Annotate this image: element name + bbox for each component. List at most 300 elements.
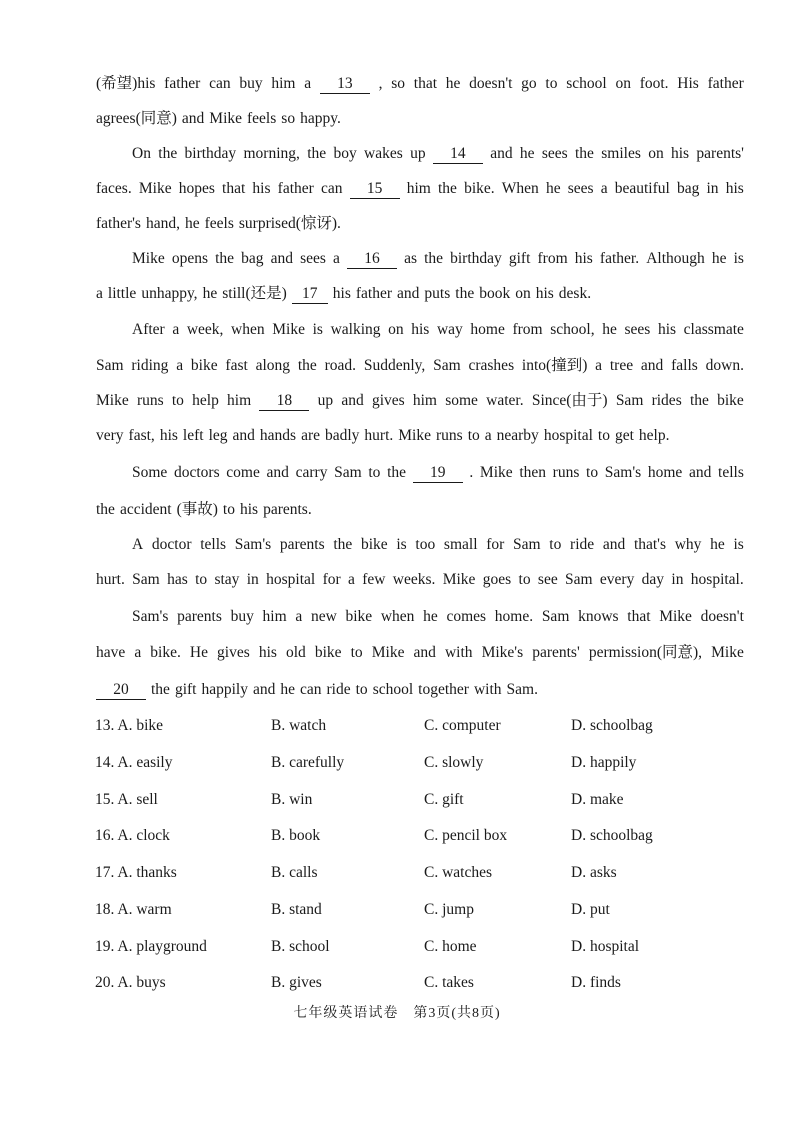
passage-word: On [132, 145, 151, 162]
passage-word: Sam [334, 464, 362, 481]
passage-word: new [310, 608, 337, 625]
passage-word: nearby [496, 427, 539, 444]
passage-word: a [600, 180, 608, 197]
passage-word: is [396, 536, 407, 553]
passage-word: Mike [272, 321, 305, 338]
passage-word: to [586, 464, 599, 481]
question-option-c[interactable]: C. watches [424, 864, 493, 881]
passage-word: him [227, 392, 252, 409]
passage-word: Mike [398, 427, 431, 444]
passage-word: is [733, 536, 744, 553]
question-option-a[interactable]: 14. A. easily [95, 754, 173, 771]
passage-word: bike. [150, 644, 181, 661]
question-option-c[interactable]: C. takes [424, 974, 474, 991]
passage-line [96, 426, 744, 446]
passage-word: parents' [696, 145, 744, 162]
passage-word: can [320, 180, 343, 197]
passage-word: as [404, 250, 417, 267]
passage-word: father [164, 75, 201, 92]
passage-word: his [535, 285, 554, 302]
passage-word: up [317, 392, 334, 409]
passage-word: falls [671, 357, 698, 374]
passage-word: he [519, 145, 535, 162]
passage-word: Mike [209, 110, 243, 127]
passage-word: a [172, 321, 180, 338]
passage-word: to [171, 392, 184, 409]
question-option-a[interactable]: 17. A. thanks [95, 864, 177, 881]
passage-word: so [391, 75, 406, 92]
passage-word: hurt. [96, 571, 125, 588]
question-option-a[interactable]: 16. A. clock [95, 827, 170, 844]
passage-word: Mike [659, 608, 692, 625]
passage-word: along [255, 357, 291, 374]
passage-word: foot. [639, 75, 669, 92]
passage-word: morning, [243, 145, 300, 162]
passage-word: parents. [263, 501, 312, 518]
question-option-c[interactable]: C. home [424, 938, 477, 955]
passage-word: leg [208, 427, 228, 444]
passage-line [96, 570, 744, 590]
passage-word: his [252, 180, 271, 197]
passage-word: Sam [541, 608, 570, 625]
passage-word: hopes [178, 180, 215, 197]
passage-word: and [181, 110, 205, 127]
question-option-a[interactable]: 15. A. sell [95, 791, 158, 808]
passage-line [132, 535, 744, 555]
passage-word: After [132, 321, 165, 338]
passage-word: and [490, 145, 513, 162]
passage-word: he [711, 250, 727, 267]
passage-word: His [677, 75, 699, 92]
passage-word: gift [174, 681, 197, 698]
question-option-d[interactable]: D. schoolbag [571, 717, 653, 734]
passage-word: Sam [96, 357, 124, 374]
question-option-b[interactable]: B. school [271, 938, 330, 955]
passage-word: doctors [173, 464, 220, 481]
passage-word: bag [676, 180, 700, 197]
passage-word: too [415, 536, 436, 553]
passage-word: Sam's [234, 536, 272, 553]
question-option-b[interactable]: B. calls [271, 864, 318, 881]
passage-word: the [455, 285, 475, 302]
passage-word: the [424, 250, 444, 267]
passage-word: get [614, 427, 634, 444]
passage-word: on [515, 285, 531, 302]
question-option-b[interactable]: B. carefully [271, 754, 345, 771]
passage-word: he [710, 536, 725, 553]
answer-blank[interactable]: 19 [413, 464, 463, 483]
passage-word: that [413, 75, 438, 92]
passage-word: Mike [711, 644, 744, 661]
passage-word: doesn't [469, 75, 513, 92]
passage-word: bike [190, 357, 218, 374]
passage-word: when [380, 608, 415, 625]
passage-word: He [189, 644, 208, 661]
passage-word: feels [247, 110, 277, 127]
passage-word: and [252, 681, 276, 698]
passage-word: Sam's [132, 608, 169, 625]
passage-word: opens [171, 250, 208, 267]
passage-word: and [232, 427, 255, 444]
passage-word: fast, [128, 427, 155, 444]
answer-blank[interactable]: 18 [259, 392, 309, 411]
passage-word: goes [482, 571, 512, 588]
passage-word: badly [324, 427, 360, 444]
passage-word: bike [314, 644, 342, 661]
passage-word: father [355, 285, 393, 302]
passage-word: to [355, 681, 368, 698]
passage-word: his [725, 180, 744, 197]
passage-word: why [674, 536, 702, 553]
passage-word: on [615, 75, 631, 92]
passage-word: crashes [468, 357, 515, 374]
passage-word: (希望)his [96, 75, 156, 92]
passage-word: parents [279, 536, 325, 553]
passage-line [96, 109, 744, 129]
passage-word: father [707, 75, 744, 92]
passage-word: carry [295, 464, 328, 481]
passage-word: come [226, 464, 260, 481]
passage-word: to [350, 644, 363, 661]
passage-word: that [627, 608, 651, 625]
passage-word: father [277, 180, 314, 197]
page-footer: 七年级英语试卷 第3页(共8页) [293, 1006, 501, 1021]
passage-word: to [222, 501, 235, 518]
passage-word: Mike [138, 180, 172, 197]
passage-word: bike. [464, 180, 495, 197]
passage-word: Sam's [604, 464, 642, 481]
passage-word: home [647, 464, 683, 481]
passage-word: the [387, 464, 407, 481]
passage-word: that's [633, 536, 667, 553]
passage-word: walking [330, 321, 381, 338]
passage-word: together [418, 681, 469, 698]
passage-word: fast [225, 357, 248, 374]
question-option-c[interactable]: C. pencil box [424, 827, 508, 844]
passage-word: a [484, 427, 492, 444]
answer-blank[interactable]: 20 [96, 681, 146, 700]
passage-word: bike [345, 608, 373, 625]
passage-word: some [445, 392, 478, 409]
passage-word: is [733, 250, 744, 267]
question-option-d[interactable]: D. asks [571, 864, 617, 881]
passage-word: for [486, 536, 505, 553]
passage-word: is [312, 321, 323, 338]
passage-word: and [688, 464, 712, 481]
passage-word: his [332, 285, 351, 302]
passage-word: school [566, 75, 607, 92]
passage-word: small [443, 536, 478, 553]
question-option-a[interactable]: 20. A. buys [95, 974, 166, 991]
passage-word: him [412, 392, 437, 409]
passage-word: he [545, 180, 561, 197]
passage-word: Mike's [481, 644, 524, 661]
question-option-c[interactable]: C. gift [424, 791, 464, 808]
passage-word: birthday [450, 250, 502, 267]
question-option-d[interactable]: D. finds [571, 974, 621, 991]
passage-word: the [438, 180, 457, 197]
passage-word: few [362, 571, 386, 588]
passage-word: the [151, 681, 170, 698]
passage-line [96, 179, 744, 199]
passage-line [96, 680, 744, 700]
passage-word: bike [360, 536, 388, 553]
passage-word: the [96, 501, 115, 518]
passage-word: a [134, 644, 142, 661]
passage-word: from [537, 250, 568, 267]
passage-word: Although [646, 250, 705, 267]
passage-word: hospital [266, 571, 316, 588]
passage-word: feels [204, 215, 234, 232]
passage-word: to [549, 536, 562, 553]
passage-word: to [518, 571, 531, 588]
passage-word: his [239, 501, 259, 518]
passage-word: and [266, 464, 289, 481]
passage-word: then [519, 464, 546, 481]
passage-word: a [176, 357, 184, 374]
passage-word: his [258, 644, 277, 661]
passage-word: doesn't [700, 608, 744, 625]
passage-word: go [521, 75, 537, 92]
passage-word: day [641, 571, 665, 588]
passage-word: the [297, 357, 317, 374]
passage-line [132, 144, 744, 164]
passage-word: the [215, 250, 235, 267]
passage-word: that [222, 180, 246, 197]
passage-word: sees [567, 180, 594, 197]
passage-word: a [333, 250, 340, 267]
passage-word: in [706, 180, 719, 197]
question-option-a[interactable]: 19. A. playground [95, 938, 207, 955]
passage-word: runs [552, 464, 580, 481]
passage-word: on [388, 321, 404, 338]
passage-word: him [406, 180, 431, 197]
passage-word: for [322, 571, 341, 588]
passage-word: a [347, 571, 355, 588]
passage-word: Suddenly, [363, 357, 426, 374]
passage-word: has [167, 571, 188, 588]
passage-word: he [602, 321, 617, 338]
passage-word: gives [217, 644, 250, 661]
passage-word: book [479, 285, 511, 302]
passage-word: and [397, 285, 420, 302]
passage-word: , [378, 75, 383, 92]
passage-word: desk. [558, 285, 592, 302]
passage-word: hands [259, 427, 297, 444]
passage-word: sees [624, 321, 651, 338]
question-option-d[interactable]: D. make [571, 791, 624, 808]
passage-word: Mike [96, 392, 129, 409]
passage-word: birthday [184, 145, 237, 162]
passage-word: happy. [300, 110, 341, 127]
passage-word: weeks. [392, 571, 436, 588]
passage-word: Sam [132, 571, 160, 588]
passage-word: to [195, 571, 208, 588]
passage-word: still(还是) [222, 285, 287, 302]
passage-word: tree [609, 357, 634, 374]
passage-line [96, 643, 744, 663]
passage-word: and [270, 250, 293, 267]
passage-word: doctor [151, 536, 192, 553]
passage-word: road. [324, 357, 357, 374]
passage-word: gift [508, 250, 531, 267]
passage-word: Mike [132, 250, 165, 267]
passage-word: his [671, 145, 690, 162]
passage-word: he [184, 215, 200, 232]
passage-word: and [413, 644, 436, 661]
answer-blank[interactable]: 17 [292, 285, 328, 304]
question-option-a[interactable]: 18. A. warm [95, 901, 172, 918]
passage-word: in [671, 571, 684, 588]
passage-word: surprised(惊讶). [238, 215, 341, 232]
question-option-b[interactable]: B. book [271, 827, 321, 844]
passage-word: have [96, 644, 126, 661]
passage-word: tells [718, 464, 744, 481]
question-option-d[interactable]: D. put [571, 901, 610, 918]
passage-word: with [473, 681, 502, 698]
passage-word: comes [446, 608, 487, 625]
question-option-d[interactable]: D. schoolbag [571, 827, 653, 844]
passage-word: ride [570, 536, 595, 553]
question-option-d[interactable]: D. hospital [571, 938, 640, 955]
passage-word: his [159, 427, 178, 444]
passage-word: left [182, 427, 204, 444]
passage-word: he [202, 285, 218, 302]
passage-word: Mike [479, 464, 513, 481]
passage-word: his [411, 321, 430, 338]
passage-word: accident [119, 501, 172, 518]
answer-blank[interactable]: 14 [433, 145, 483, 164]
passage-word: Since(由于) [531, 392, 608, 409]
passage-word: When [501, 180, 539, 197]
passage-word: tells [200, 536, 227, 553]
passage-word: runs [136, 392, 164, 409]
passage-word: Sam [565, 571, 593, 588]
passage-word: home. [494, 608, 534, 625]
question-option-b[interactable]: B. stand [271, 901, 322, 918]
passage-word: Mike [442, 571, 476, 588]
passage-line [96, 391, 744, 411]
question-option-c[interactable]: C. slowly [424, 754, 484, 771]
passage-word: a [595, 357, 603, 374]
passage-line [132, 463, 744, 483]
passage-line [132, 320, 744, 340]
passage-word: Sam [615, 392, 644, 409]
passage-word: Sam. [506, 681, 538, 698]
passage-word: Sam [433, 357, 461, 374]
passage-word: buy [230, 608, 254, 625]
passage-word: the [333, 536, 353, 553]
passage-word: unhappy, [141, 285, 198, 302]
passage-word: a [295, 608, 303, 625]
passage-line [96, 356, 744, 376]
passage-word: him [262, 608, 287, 625]
question-option-c[interactable]: C. jump [424, 901, 474, 918]
passage-word: Mike [371, 644, 405, 661]
passage-word: help. [638, 427, 670, 444]
passage-word: to [368, 464, 381, 481]
passage-word: (事故) [176, 501, 218, 518]
passage-word: puts [424, 285, 451, 302]
passage-word: parents' [532, 644, 580, 661]
passage-word: help [192, 392, 219, 409]
question-option-b[interactable]: B. win [271, 791, 313, 808]
passage-word: buy [239, 75, 263, 92]
passage-word: happily [201, 681, 248, 698]
passage-word: so [281, 110, 296, 127]
passage-word: hand, [145, 215, 180, 232]
passage-word: a [304, 75, 312, 92]
passage-word: bag [241, 250, 264, 267]
passage-word: and [341, 392, 364, 409]
passage-word: him [271, 75, 296, 92]
passage-line [96, 500, 744, 520]
passage-word: stay [214, 571, 240, 588]
passage-word: the [689, 392, 709, 409]
passage-word: school, [550, 321, 595, 338]
passage-word: boy [333, 145, 357, 162]
passage-word: in [246, 571, 259, 588]
passage-word: every [599, 571, 635, 588]
question-option-b[interactable]: B. gives [271, 974, 322, 991]
passage-word: can [209, 75, 231, 92]
passage-word: smiles [601, 145, 641, 162]
question-option-c[interactable]: C. computer [424, 717, 501, 734]
passage-line [96, 214, 744, 234]
passage-word: he [445, 75, 461, 92]
passage-word: hurt. [364, 427, 394, 444]
passage-word: parents [177, 608, 222, 625]
passage-word: to [467, 427, 480, 444]
answer-blank[interactable]: 15 [350, 180, 400, 199]
question-option-b[interactable]: B. watch [271, 717, 327, 734]
passage-word: wakes [364, 145, 403, 162]
passage-word: Some [132, 464, 168, 481]
passage-word: classmate [683, 321, 744, 338]
passage-word: hospital [543, 427, 593, 444]
passage-word: a [96, 285, 103, 302]
passage-word: and [640, 357, 664, 374]
passage-word: he [423, 608, 438, 625]
passage-word: can [300, 681, 322, 698]
passage-word: father. [599, 250, 640, 267]
question-option-d[interactable]: D. happily [571, 754, 637, 771]
answer-blank[interactable]: 13 [320, 75, 370, 94]
passage-word: the [158, 145, 178, 162]
passage-word: agrees(同意) [96, 110, 177, 127]
passage-word: and [602, 536, 626, 553]
passage-word: ride [326, 681, 351, 698]
passage-word: hospital. [690, 571, 744, 588]
passage-word: way [436, 321, 463, 338]
passage-word: father's [96, 215, 141, 232]
question-option-a[interactable]: 13. A. bike [95, 717, 164, 734]
passage-word: on [648, 145, 664, 162]
passage-word: riding [131, 357, 169, 374]
passage-word: bike [717, 392, 744, 409]
passage-word: are [301, 427, 320, 444]
passage-word: water. [486, 392, 524, 409]
passage-word: school [372, 681, 414, 698]
passage-word: the [307, 145, 327, 162]
passage-word: permission(同意), [588, 644, 703, 661]
passage-line [132, 607, 744, 627]
passage-line [132, 249, 744, 269]
passage-word: week, [186, 321, 224, 338]
passage-word: down. [705, 357, 744, 374]
passage-word: . [469, 464, 474, 481]
answer-blank[interactable]: 16 [347, 250, 397, 269]
